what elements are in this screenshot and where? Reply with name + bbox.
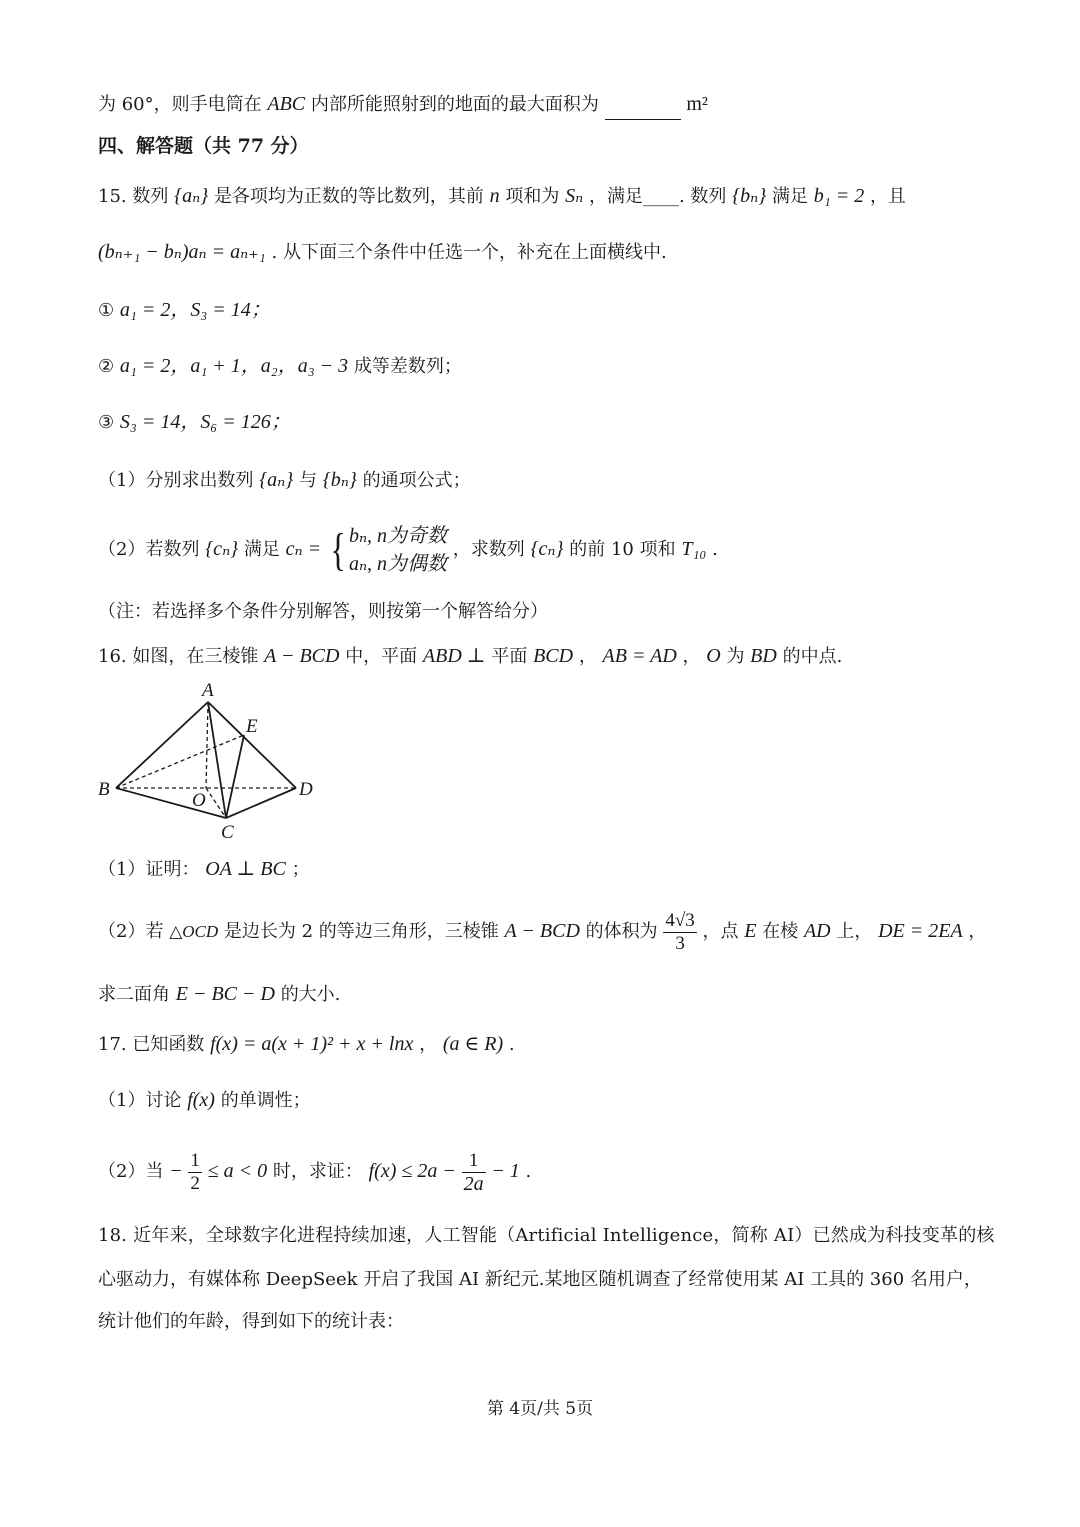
q15-condition-2 [98,352,462,381]
piecewise-definition [327,521,447,579]
math-recurrence: (bₙ₊₁ − bₙ)aₙ = aₙ₊₁ [98,241,266,263]
math-span: O [706,645,721,667]
fraction-numerator: 4√3 [665,909,695,931]
q18-line1: 18. 近年来，全球数字化进程持续加速，人工智能（Artificial Intelligence，简称 AI）已然成为科技变革的核 [98,1225,995,1246]
case-odd: bₙ, n为奇数 [348,525,448,547]
math-condition: a₁ = 2，a₁ + 1，a₂，a₃ − 3 [119,355,349,377]
math-n: n [489,185,500,207]
math-span: △OCD [169,922,219,941]
section-heading: 四、解答题（共 77 分） [98,135,309,157]
text-span: ， [968,921,987,942]
q15-stem-line1 [98,182,906,211]
fraction-one-over-2a [462,1150,486,1195]
volume-fraction [663,910,696,955]
text-span: ， [419,1034,438,1055]
text-span: 求二面角 [98,984,170,1005]
q16-part2-line2 [98,980,340,1009]
math-domain: (a ∈ R) [442,1033,504,1055]
text-span: ； [291,859,310,880]
text-span: （2）若 [98,921,164,942]
q17-part1 [98,1086,311,1115]
q17-stem [98,1030,515,1059]
edge-ec [226,735,244,818]
q16-stem [98,642,842,671]
math-cn: cₙ = [285,538,322,560]
q15-condition-1 [98,296,271,325]
circle-number: ② [98,356,115,377]
text-span: ， [578,646,597,667]
q15-condition-3 [98,408,291,437]
text-span: 的单调性； [220,1090,311,1111]
math-span: E [744,920,757,942]
text-span: 是各项均为正数的等比数列，其前 [213,186,484,207]
prev-question-tail [98,90,708,120]
text-span: ，求数列 [452,539,525,560]
math-function: f(x) = a(x + 1)² + x + lnx [210,1033,414,1055]
text-span: 时，求证： [272,1161,363,1182]
math-seq-b: {bₙ} [732,185,767,207]
text-span: 项和为 [505,186,560,207]
fraction-denominator: 2 [190,1172,200,1194]
q16-part1 [98,855,310,884]
text-span: 平面 [491,646,528,667]
math-span: BD [750,645,777,667]
math-span: ≤ a < 0 [207,1160,268,1182]
math-span: E − BC − D [175,983,275,1005]
q15-stem-line2 [98,238,667,267]
case-even: aₙ, n为偶数 [348,553,448,575]
math-seq-b: {bₙ} [322,469,357,491]
edge-cd [226,788,296,818]
text-span: （2）当 [98,1161,164,1182]
text-span: 在棱 [762,921,799,942]
q15-part2 [98,520,718,579]
answer-blank [605,91,681,120]
q16-part2 [98,902,986,961]
math-span: BCD [533,645,574,667]
text-span: 与 [299,470,318,491]
label-a: A [202,680,214,701]
text-span: 为 60°，则手电筒在 [98,94,262,115]
q15-note: （注：若选择多个条件分别解答，则按第一个解答给分） [98,601,548,622]
fraction-denominator: 2a [463,1172,484,1195]
text-span: （1）证明： [98,859,200,880]
fraction-half [188,1150,202,1195]
text-span: （1）分别求出数列 [98,470,254,491]
left-brace: { [330,524,346,575]
text-span: 满足 [772,186,809,207]
fraction-numerator: 1 [462,1150,486,1173]
text-span: 内部所能照射到的地面的最大面积为 [310,94,599,115]
fraction-denominator: 3 [675,932,685,954]
math-span: A − BCD [264,645,340,667]
math-condition: a₁ = 2，S₃ = 14； [119,299,271,321]
math-sn: Sₙ [565,185,584,207]
text-span: ， [682,646,701,667]
math-span: OA ⊥ BC [205,858,286,880]
math-span: DE = 2EA [878,920,963,942]
text-span: ，且 [869,186,906,207]
edge-bc [116,788,226,818]
unit: m² [686,93,708,115]
text-span: 为 [726,646,745,667]
segment-ao-hidden [206,702,208,788]
label-c: C [221,822,234,843]
text-span: 是边长为 2 的等边三角形，三棱锥 [223,921,499,942]
label-b: B [98,779,110,800]
label-o: O [192,790,206,811]
text-span: 成等差数列； [353,356,462,377]
circle-number: ① [98,300,115,321]
text-span: 16. 如图，在三棱锥 [98,646,259,667]
text-span: 的前 10 项和 [569,539,676,560]
fraction-numerator: 1 [190,1149,200,1171]
q18-line2: 心驱动力，有媒体称 DeepSeek 开启了我国 AI 新纪元.某地区随机调查了经常使用某 AI 工具的 360 名用户， [98,1269,982,1290]
text-span: 上， [836,921,873,942]
text-span: . [508,1034,515,1055]
text-span: ，点 [702,921,739,942]
math-abc: ABC [267,93,306,115]
math-span: − [169,1160,183,1182]
text-span: 的通项公式； [362,470,471,491]
edge-ab [116,702,208,788]
math-seq-c: {cₙ} [205,538,239,560]
q15-part1 [98,466,471,495]
q17-part2 [98,1142,531,1201]
math-seq-c: {cₙ} [530,538,564,560]
math-seq-a: {aₙ} [174,185,209,207]
text-span: 的中点. [782,646,843,667]
text-span: 的体积为 [585,921,658,942]
text-span: （2）若数列 [98,539,200,560]
math-span: f(x) [187,1089,215,1111]
text-span: 满足 [243,539,280,560]
math-span: A − BCD [504,920,580,942]
math-seq-a: {aₙ} [259,469,294,491]
segment-be-hidden [116,735,244,788]
text-span: . [712,539,718,560]
text-span: ，满足____. 数列 [588,186,727,207]
circle-number: ③ [98,412,115,433]
label-d: D [299,779,313,800]
pyramid-figure [96,680,336,845]
label-e: E [246,716,258,737]
text-span: （1）讨论 [98,1090,182,1111]
math-span: AB = AD [602,645,677,667]
text-span: . 从下面三个条件中任选一个，补充在上面横线中. [271,242,667,263]
math-condition: S₃ = 14，S₆ = 126； [119,411,291,433]
edge-ac [208,702,226,818]
math-span: − 1 [491,1160,520,1182]
page-footer: 第 4页/共 5页 [486,1399,594,1419]
math-t10: T₁₀ [681,538,707,560]
math-span: f(x) ≤ 2a − [368,1160,456,1182]
math-span: ABD ⊥ [422,645,486,667]
text-span: 17. 已知函数 [98,1034,205,1055]
text-span: . [525,1161,532,1182]
text-span: 15. 数列 [98,186,169,207]
q18-line3: 统计他们的年龄，得到如下的统计表： [98,1311,404,1332]
math-span: AD [803,920,831,942]
text-span: 中，平面 [345,646,418,667]
math-b1: b₁ = 2 [813,185,865,207]
text-span: 的大小. [280,984,341,1005]
